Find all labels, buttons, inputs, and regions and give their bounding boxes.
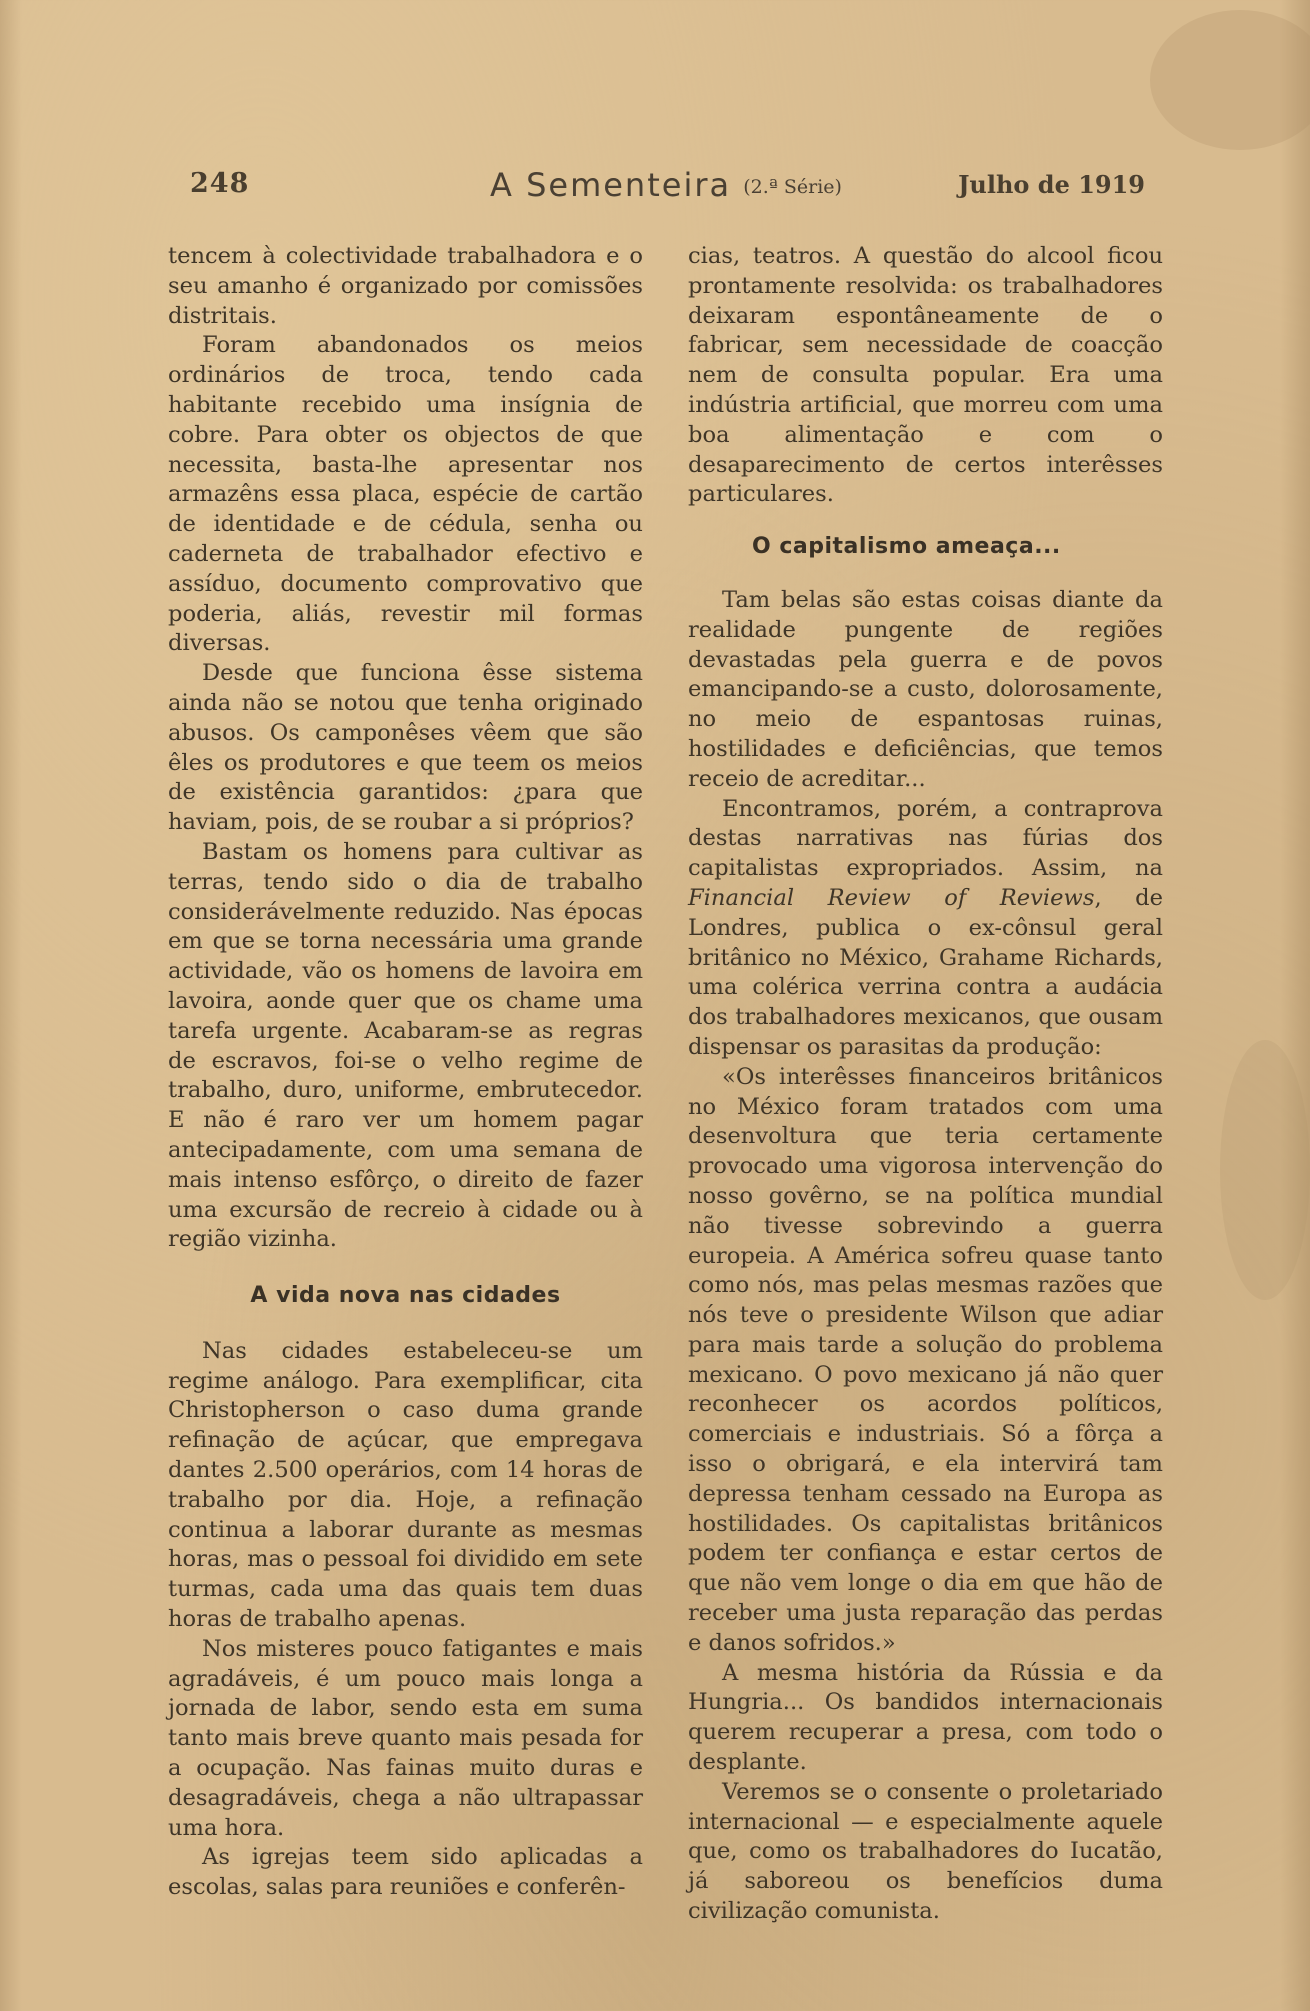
paragraph: Nas cidades estabeleceu-se um regime análogo. Para exemplificar, cita Christopherson o caso duma grande refinação de açúcar, que empregava dantes 2.500 operários, com 14 horas de trabalho por dia. Hoje, a refinação continua a laborar durante as mesmas horas, mas o pessoal foi dividido em sete turmas, cada uma das quais tem duas horas de trabalho apenas. bbox=[168, 1337, 643, 1633]
paragraph: As igrejas teem sido aplicadas a escolas, salas para reuniões e conferên- bbox=[168, 1844, 643, 1901]
paragraph: cias, teatros. A questão do alcool ficou prontamente resolvida: os trabalhadores deixaram espontâneamente de o fabricar, sem necessidade de coacção nem de consulta popular. Era uma indústria artificial, que morreu com uma boa alimentação e com o desaparecimento de certos interêsses particulares. bbox=[688, 243, 1163, 508]
paragraph: tencem à colectividade trabalhadora e o seu amanho é organizado por comissões distritais. bbox=[168, 243, 643, 329]
paragraph: A mesma história da Rússia e da Hungria... Os bandidos internacionais querem recuperar a presa, com todo o desplante. bbox=[688, 1659, 1163, 1776]
page-number: 248 bbox=[190, 168, 250, 199]
paragraph bbox=[688, 795, 1163, 1063]
paragraph-text: Encontramos, porém, a contraprova destas narrativas nas fúrias dos capitalistas expropriados. Assim, na bbox=[688, 795, 1163, 882]
paragraph: Veremos se o consente o proletariado internacional — e especialmente aquele que, como os trabalhadores do Iucatão, já saboreou os benefícios duma civilização comunista. bbox=[688, 1778, 1163, 1925]
running-header bbox=[190, 168, 1145, 208]
issue-date: Julho de 1919 bbox=[958, 170, 1145, 199]
journal-title-text: A Sementeira bbox=[490, 166, 732, 204]
section-heading: O capitalismo ameaça... bbox=[752, 534, 1061, 560]
publication-title: Financial Review of Reviews bbox=[688, 884, 1095, 911]
paragraph: Nos misteres pouco fatigantes e mais agradáveis, é um pouco mais longa a jornada de labor, sendo esta em suma tanto mais breve quanto mais pesada for a ocupação. Nas fainas muito duras e desagradáveis, chega a não ultrapassar uma hora. bbox=[168, 1635, 643, 1841]
right-text-column bbox=[688, 242, 1163, 1927]
quotation-paragraph: «Os interêsses financeiros britânicos no México foram tratados com uma desenvoltura que teria certamente provocado uma vigorosa intervenção do nosso govêrno, se na política mundial não tivesse sobrevindo a guerra europeia. A América sofreu quase tanto como nós, mas pelas mesmas razões que nós teve o presidente Wilson que adiar para mais tarde a solução do problema mexicano. O povo mexicano já não quer reconhecer os acordos políticos, comerciais e industriais. Só a fôrça a isso o obrigará, e ela intervirá tam depressa tenham cessado na Europa as hostilidades. Os capitalistas britânicos podem ter confiança e estar certos de que não vem longe o dia em que hão de receber uma justa reparação das perdas e danos sofridos.» bbox=[688, 1063, 1163, 1656]
paragraph: Foram abandonados os meios ordinários de troca, tendo cada habitante recebido uma insígnia de cobre. Para obter os objectos de que necessita, basta-lhe apresentar nos armazêns essa placa, espécie de cartão de identidade e de cédula, senha ou caderneta de trabalhador efectivo e assíduo, documento comprovativo que poderia, aliás, revestir mil formas diversas. bbox=[168, 332, 643, 657]
paragraph: Desde que funciona êsse sistema ainda não se notou que tenha originado abusos. Os camponêses vêem que são êles os produtores e que teem os meios de existência garantidos: ¿para que haviam, pois, de se roubar a si próprios? bbox=[168, 660, 643, 836]
page-left-edge-shadow bbox=[0, 0, 22, 2011]
section-heading: A vida nova nas cidades bbox=[250, 1283, 561, 1309]
series-label: (2.ª Série) bbox=[743, 176, 842, 198]
left-text-column bbox=[168, 242, 643, 1903]
page-right-edge-shadow bbox=[1280, 0, 1310, 2011]
paragraph-text: , de Londres, publica o ex-cônsul geral britânico no México, Grahame Richards, uma colérica verrina contra a audácia dos trabalhadores mexicanos, que ousam dispensar os parasitas da produção: bbox=[688, 884, 1164, 1060]
paragraph: Bastam os homens para cultivar as terras, tendo sido o dia de trabalho considerávelmente reduzido. Nas épocas em que se torna necessária uma grande actividade, vão os homens de lavoira em lavoira, aonde quer que os chame uma tarefa urgente. Acabaram-se as regras de escravos, foi-se o velho regime de trabalho, duro, uniforme, embrutecedor. E não é raro ver um homem pagar antecipadamente, com uma semana de mais intenso esfôrço, o direito de fazer uma excursão de recreio à cidade ou à região vizinha. bbox=[168, 838, 643, 1253]
journal-title bbox=[490, 166, 842, 204]
paragraph: Tam belas são estas coisas diante da realidade pungente de regiões devastadas pela guerra e de povos emancipando-se a custo, dolorosamente, no meio de espantosas ruinas, hostilidades e deficiências, que temos receio de acreditar... bbox=[688, 586, 1163, 792]
